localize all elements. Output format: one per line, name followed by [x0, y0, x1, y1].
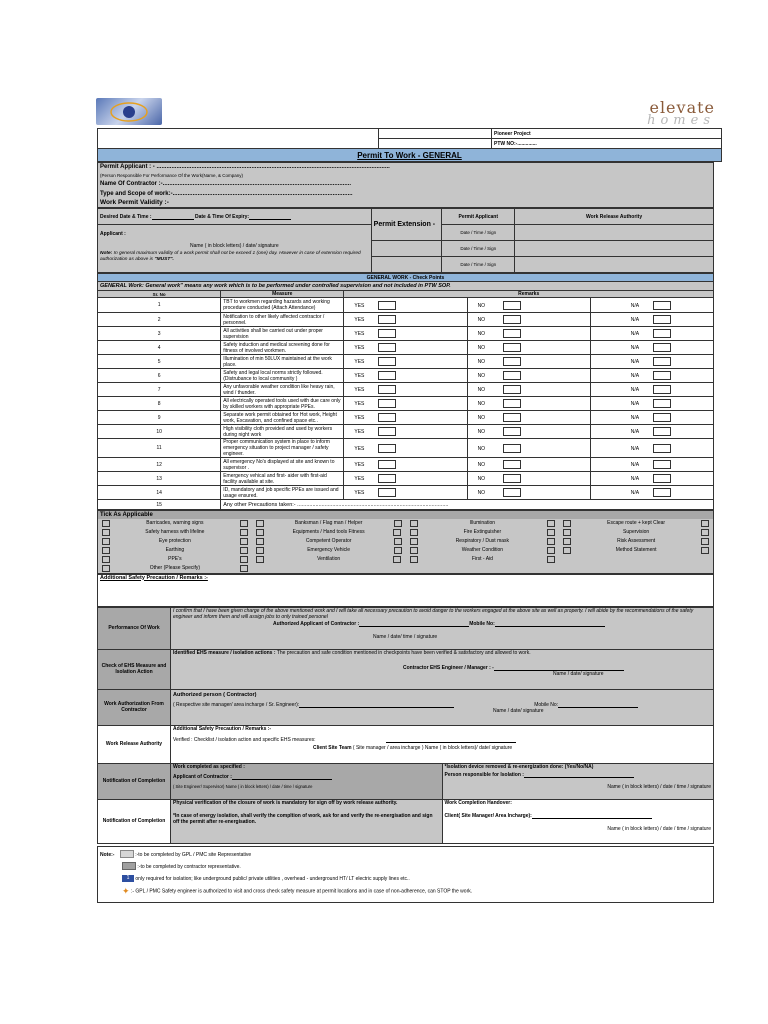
client-site-team: Client Site Team — [313, 744, 352, 751]
no-label: NO — [477, 386, 486, 393]
notes-table — [97, 846, 714, 903]
authorized-applicant-label: Authorized Applicant of Contractor : — [273, 620, 360, 627]
yes-checkbox[interactable] — [378, 329, 396, 338]
header-table — [97, 128, 722, 162]
tick-checkbox[interactable] — [102, 547, 110, 554]
tick-checkbox[interactable] — [240, 538, 248, 545]
na-checkbox[interactable] — [653, 460, 671, 469]
extension-dts-2: Date / Time / Sign — [442, 241, 515, 257]
mobile-label: Mobile No: — [469, 620, 495, 627]
permit-applicant-field[interactable]: Permit Applicant : - ............................................................................................................................................ — [98, 163, 714, 172]
no-checkbox[interactable] — [503, 413, 521, 422]
checkpoint-row — [98, 383, 714, 397]
no-checkbox[interactable] — [503, 315, 521, 324]
checkpoint-row — [98, 439, 714, 458]
tick-item — [98, 564, 252, 573]
star-icon: ✦ — [122, 885, 130, 896]
no-checkbox[interactable] — [503, 371, 521, 380]
col-permit-applicant: Permit Applicant — [442, 209, 515, 225]
na-label: N/A — [630, 428, 640, 435]
tick-checkbox[interactable] — [393, 529, 401, 536]
no-checkbox[interactable] — [503, 357, 521, 366]
tick-checkbox[interactable] — [394, 538, 402, 545]
checkpoint-number: 9 — [98, 411, 221, 425]
additional-remarks-label: Additional Safety Precaution / Remarks :- — [100, 574, 208, 581]
tick-checkbox[interactable] — [547, 538, 555, 545]
checkpoint-row — [98, 411, 714, 425]
no-label: NO — [477, 330, 486, 337]
authorization-mobile: Mobile No: — [534, 701, 559, 708]
yes-checkbox[interactable] — [378, 474, 396, 483]
tick-item — [406, 555, 560, 564]
desired-date-label: Desired Date & Time : — [100, 213, 152, 220]
yes-checkbox[interactable] — [378, 301, 396, 310]
yes-label: YES — [354, 316, 365, 323]
light-grey-swatch — [120, 850, 134, 858]
notes-label: Note:- — [100, 851, 115, 858]
isolation-person: Person responsible for Isolation : — [444, 771, 524, 778]
performance-label: Performance Of Work — [98, 607, 171, 649]
tick-label: Method Statement — [615, 547, 657, 553]
ehs-engineer-label: Contractor EHS Engineer / Manager : - — [403, 664, 494, 671]
project-name: Pioneer Project — [492, 129, 722, 139]
checkpoint-number: 6 — [98, 369, 221, 383]
tick-checkbox[interactable] — [547, 547, 555, 554]
checkpoint-text: All electrically operated tools used with due care only by skilled workers with appropriate PPEs. — [221, 397, 344, 411]
brand-top: elevate — [649, 98, 715, 117]
no-checkbox[interactable] — [503, 385, 521, 394]
no-label: NO — [477, 400, 486, 407]
tick-item — [406, 519, 560, 528]
contractor-name-field[interactable]: Name Of Contractor :-................................................................................................................. — [98, 179, 714, 189]
tick-checkbox[interactable] — [256, 556, 264, 563]
checkpoint-row — [98, 355, 714, 369]
tick-item — [559, 519, 713, 528]
tick-item — [559, 546, 713, 555]
tick-item — [559, 528, 713, 537]
work-scope-field[interactable]: Type and Scope of work:-............................................................................................................ — [98, 189, 714, 199]
tick-checkbox[interactable] — [563, 529, 571, 536]
no-checkbox[interactable] — [503, 301, 521, 310]
checkpoint-text: High visibility cloth provided and used by workers during night work — [221, 425, 344, 439]
isolation-badge: 1 — [122, 875, 134, 882]
yes-checkbox[interactable] — [378, 357, 396, 366]
yes-checkbox[interactable] — [378, 444, 396, 453]
permit-form — [97, 128, 714, 903]
extension-dts-3: Date / Time / Sign — [442, 257, 515, 273]
tick-checkbox[interactable] — [256, 538, 264, 545]
yes-label: YES — [354, 358, 365, 365]
checkpoint-text: TBT to workmen regarding hazards and working procedure conducted (Attach Attendance) — [221, 298, 344, 313]
additional-table — [97, 574, 714, 607]
na-label: N/A — [630, 302, 640, 309]
applicant-contractor: Applicant of Contractor : — [173, 773, 232, 780]
tick-label: Emergency Vehicle — [307, 547, 351, 553]
tick-label: Ventilation — [317, 556, 341, 562]
col-release-authority: Work Release Authority — [515, 209, 714, 225]
checkpoint-text: Emergency vehical and first- aider with first-aid facility available at site. — [221, 472, 344, 486]
na-label: N/A — [630, 330, 640, 337]
tick-label: Safety harness with lifeline — [145, 529, 205, 535]
tick-item — [252, 537, 406, 546]
no-checkbox[interactable] — [503, 329, 521, 338]
na-label: N/A — [630, 344, 640, 351]
permit-extension-label: Permit Extension - — [371, 209, 442, 241]
na-checkbox[interactable] — [653, 357, 671, 366]
tick-item — [559, 555, 713, 564]
yes-label: YES — [354, 445, 365, 452]
other-precautions-field[interactable]: Any other Precautions taken:- ................................................................................................... — [221, 500, 714, 510]
na-label: N/A — [630, 414, 640, 421]
brand-logo — [610, 100, 715, 128]
work-completed: Work completed as specified : — [173, 763, 245, 770]
tick-checkbox[interactable] — [102, 565, 110, 572]
authorized-person: Authorized person ( Contractor) — [173, 691, 257, 698]
yes-checkbox[interactable] — [378, 343, 396, 352]
tick-heading: Tick As Applicable — [98, 511, 714, 519]
signoff-table — [97, 607, 714, 844]
yes-label: YES — [354, 428, 365, 435]
yes-label: YES — [354, 489, 365, 496]
tick-item — [252, 564, 406, 573]
tick-checkbox[interactable] — [547, 520, 555, 527]
completion-sign-2: Name ( in block letters) / date / time / signature — [607, 825, 711, 832]
checkpoint-text: All emergency No's displayed at site and known to supervisor . — [221, 458, 344, 472]
release-additional: Additional Safety Precaution / Remarks :- — [173, 725, 272, 732]
energy-isolation-note: *In case of energy isolation, shall verify the compltion of work, ask for and verify the re-energisation and sign off the permit after re-energisation. — [173, 812, 433, 825]
tick-checkbox[interactable] — [394, 520, 402, 527]
na-label: N/A — [630, 372, 640, 379]
tick-checkbox[interactable] — [701, 538, 709, 545]
yes-label: YES — [354, 386, 365, 393]
isolation-removed: *Isolation device removed & re-energization done: (Yes/No/NA) — [444, 763, 594, 770]
checkpoint-number: 8 — [98, 397, 221, 411]
physical-verification: Physical verification of the closure of work is mandatory for sign off by work release authority. — [173, 799, 398, 806]
tick-item — [98, 555, 252, 564]
no-checkbox[interactable] — [503, 399, 521, 408]
no-label: NO — [477, 344, 486, 351]
na-checkbox[interactable] — [653, 427, 671, 436]
checkpoint-row — [98, 458, 714, 472]
performance-sign: Name / date/ time / signature — [373, 633, 438, 640]
no-label: NO — [477, 461, 486, 468]
authorization-label: Work Authorization From Contractor — [98, 689, 171, 725]
tick-item — [559, 537, 713, 546]
applicant-label: Applicant : — [100, 231, 126, 237]
extension-dts-1: Date / Time / Sign — [442, 225, 515, 241]
na-label: N/A — [630, 489, 640, 496]
checkpoint-row — [98, 486, 714, 500]
note-1: :-to be completed by GPL / PMC site Representative — [135, 851, 252, 858]
yes-label: YES — [354, 400, 365, 407]
checkpoint-number: 3 — [98, 327, 221, 341]
na-checkbox[interactable] — [653, 315, 671, 324]
checkpoint-text: Proper communication system in place to inform emergency situation to project manager / safety engineer. — [221, 439, 344, 458]
na-checkbox[interactable] — [653, 343, 671, 352]
tick-checkbox[interactable] — [102, 556, 110, 563]
tick-checkbox[interactable] — [256, 520, 264, 527]
tick-label: Fire Extinguisher — [463, 529, 502, 535]
na-label: N/A — [630, 400, 640, 407]
validity-table — [97, 208, 714, 273]
checkpoint-number: 1 — [98, 298, 221, 313]
tick-checkbox[interactable] — [547, 529, 555, 536]
checkpoint-number: 7 — [98, 383, 221, 397]
tick-label: Respiratory / Dust mask — [455, 538, 510, 544]
yes-checkbox[interactable] — [378, 413, 396, 422]
must-text: "MUST". — [154, 257, 174, 262]
na-checkbox[interactable] — [653, 444, 671, 453]
no-checkbox[interactable] — [503, 474, 521, 483]
na-checkbox[interactable] — [653, 399, 671, 408]
tick-label: Weather Condition — [461, 547, 504, 553]
tick-label: Banksman / Flag man / Helper — [294, 520, 363, 526]
checkpoint-number: 4 — [98, 341, 221, 355]
yes-label: YES — [354, 344, 365, 351]
checkpoint-text: Safety induction and medical screening done for fitness of involved workmen. — [221, 341, 344, 355]
performance-text: I confirm that I have been given charge of the above mentioned work and I will take all necessary precaution to avoid danger to the workers engaged at the above site as well as property. I will abide by the recommendations of the safety engineer and inform them and will assign jobs to only trained personel — [173, 607, 694, 620]
tick-checkbox[interactable] — [410, 520, 418, 527]
tick-item — [252, 528, 406, 537]
general-work-band: GENERAL WORK - Check Points — [98, 274, 714, 282]
completion-label-1: Notification of Completion — [98, 763, 171, 799]
checkpoints-table — [97, 273, 714, 510]
globe-icon — [96, 98, 162, 125]
na-label: N/A — [630, 386, 640, 393]
tick-checkbox[interactable] — [240, 520, 248, 527]
checkpoint-text: Any unfavorable weather condition like heavy rain, wind / thunder. — [221, 383, 344, 397]
tick-table — [97, 510, 714, 574]
tick-item — [98, 519, 252, 528]
yes-label: YES — [354, 475, 365, 482]
no-label: NO — [477, 475, 486, 482]
tick-label: Competent Operator — [305, 538, 352, 544]
tick-checkbox[interactable] — [102, 538, 110, 545]
na-checkbox[interactable] — [653, 488, 671, 497]
checkpoint-number: 12 — [98, 458, 221, 472]
tick-item — [406, 537, 560, 546]
completion-label-2: Notification of Completion — [98, 799, 171, 843]
tick-label: Eye protection — [158, 538, 191, 544]
yes-checkbox[interactable] — [378, 488, 396, 497]
no-checkbox[interactable] — [503, 488, 521, 497]
tick-checkbox[interactable] — [410, 547, 418, 554]
tick-item — [406, 564, 560, 573]
yes-label: YES — [354, 461, 365, 468]
na-checkbox[interactable] — [653, 329, 671, 338]
no-checkbox[interactable] — [503, 444, 521, 453]
ehs-sign: Name / date/ signature — [553, 670, 604, 677]
na-checkbox[interactable] — [653, 385, 671, 394]
completion-hint: ( Site Engineer/ Supervisor) Name ( in block letters) / date / time / signature — [173, 783, 313, 789]
tick-checkbox[interactable] — [240, 556, 248, 563]
tick-checkbox[interactable] — [394, 547, 402, 554]
no-label: NO — [477, 372, 486, 379]
applicant-note: (Person Responsible For Performance Of the Work(Name, & Company) — [98, 172, 714, 179]
checkpoint-row — [98, 425, 714, 439]
note-label: Note: — [100, 251, 113, 256]
tick-item — [98, 546, 252, 555]
yes-checkbox[interactable] — [378, 315, 396, 324]
authorization-detail: ( Respective site manager/ area incharge / Sr. Engineer): — [173, 701, 300, 708]
no-label: NO — [477, 445, 486, 452]
general-work-description: GENERAL Work: General work" means any work which is to be performed under controlled supervision and not included in PTW SOP. — [98, 282, 714, 291]
checkpoint-number: 14 — [98, 486, 221, 500]
tick-label: Equipments / Hand tools Fitness — [292, 529, 365, 535]
tick-checkbox[interactable] — [240, 565, 248, 572]
na-checkbox[interactable] — [653, 413, 671, 422]
note-text: In general maximum validity of a work permit shall not be exceed 1 (one) day. However in case of extension required authorization as above is — [100, 251, 361, 262]
yes-checkbox[interactable] — [378, 399, 396, 408]
tick-item — [406, 546, 560, 555]
tick-item — [252, 519, 406, 528]
no-checkbox[interactable] — [503, 427, 521, 436]
completion-sign-1: Name ( in block letters) / date / time / signature — [607, 783, 711, 790]
tick-checkbox[interactable] — [547, 556, 555, 563]
tick-checkbox[interactable] — [701, 520, 709, 527]
authorization-sign: Name / date/ signature — [493, 707, 544, 714]
tick-checkbox[interactable] — [563, 520, 571, 527]
tick-checkbox[interactable] — [410, 529, 418, 536]
checkpoint-row — [98, 472, 714, 486]
col-measure: Measure — [221, 291, 344, 298]
checkpoint-text: Safety and legal local norms strictly followed.(Distrubance to local community ) — [221, 369, 344, 383]
identified-label: Identified EHS measure / isolation actions : — [173, 649, 276, 656]
release-label: Work Release Authority — [98, 725, 171, 763]
tick-item — [98, 537, 252, 546]
brand-bottom: homes — [647, 113, 715, 128]
no-label: NO — [477, 489, 486, 496]
checkpoint-row — [98, 397, 714, 411]
yes-checkbox[interactable] — [378, 460, 396, 469]
na-label: N/A — [630, 316, 640, 323]
tick-checkbox[interactable] — [240, 547, 248, 554]
checkpoint-number: 2 — [98, 313, 221, 327]
checkpoint-text: Illumination of min 50LUX maintained at the work place. — [221, 355, 344, 369]
tick-checkbox[interactable] — [701, 547, 709, 554]
na-checkbox[interactable] — [653, 371, 671, 380]
checkpoint-text: Separate work permit obtained for Hot work, Height work, Excavation, and confined space etc.. — [221, 411, 344, 425]
name-hint: Name ( in block letters) / date/ signature — [190, 243, 279, 249]
no-checkbox[interactable] — [503, 460, 521, 469]
col-sr-no: Sr. No — [98, 291, 221, 298]
tick-item — [406, 528, 560, 537]
checkpoint-row — [98, 298, 714, 313]
yes-checkbox[interactable] — [378, 385, 396, 394]
tick-checkbox[interactable] — [256, 547, 264, 554]
completion-handover: Work Completion Handover: — [444, 799, 512, 806]
tick-item — [98, 528, 252, 537]
checkpoint-number: 13 — [98, 472, 221, 486]
checkpoint-number: 5 — [98, 355, 221, 369]
yes-label: YES — [354, 414, 365, 421]
na-checkbox[interactable] — [653, 301, 671, 310]
release-verified: Verified : Checklist / isolation action and specific EHS measures: — [173, 736, 316, 743]
tick-grid — [98, 519, 713, 573]
tick-label: PPE's — [168, 556, 182, 562]
tick-checkbox[interactable] — [563, 538, 571, 545]
tick-checkbox[interactable] — [410, 556, 418, 563]
checkpoint-text: Notification to other likely affected contractor / personnel. — [221, 313, 344, 327]
tick-item — [252, 555, 406, 564]
expiry-date-label: Date & Time Of Expiry: — [194, 213, 250, 220]
note-2: :-to be completed by contractor representative. — [137, 863, 241, 870]
checkpoint-row — [98, 369, 714, 383]
na-checkbox[interactable] — [653, 474, 671, 483]
tick-checkbox[interactable] — [240, 529, 248, 536]
checkpoint-row — [98, 313, 714, 327]
ehs-text: The precaution and safe condition mentioned in checkpoints have been verified & satisfactory and allowed to work. — [276, 649, 531, 656]
permit-info — [97, 162, 714, 208]
checkpoint-row — [98, 341, 714, 355]
tick-checkbox[interactable] — [102, 520, 110, 527]
tick-label: Illumination — [469, 520, 496, 526]
checkpoint-text: ID, mandatory and job specific PPEs are issued and usage ensured. — [221, 486, 344, 500]
note-4: :- GPL / PMC Safety engineer is authorized to visit and cross check safety measure at permit locations and in case of non-adherence, can STOP the work. — [130, 887, 473, 894]
tick-checkbox[interactable] — [410, 538, 418, 545]
tick-label: Escape route + kept Clear — [607, 520, 666, 526]
yes-label: YES — [354, 330, 365, 337]
tick-label: Barricades, warning signs — [146, 520, 204, 526]
na-label: N/A — [630, 461, 640, 468]
checkpoint-row — [98, 327, 714, 341]
tick-label: Earthing — [165, 547, 185, 553]
form-title: Permit To Work - GENERAL — [357, 150, 462, 160]
no-label: NO — [477, 302, 486, 309]
tick-item — [252, 546, 406, 555]
na-label: N/A — [630, 445, 640, 452]
no-label: NO — [477, 428, 486, 435]
client-detail: ( Site manager / area incharge ) Name ( in block letters)/ date/ signature — [352, 744, 513, 751]
no-label: NO — [477, 316, 486, 323]
na-label: N/A — [630, 358, 640, 365]
tick-label: Other (Please Specify) — [149, 565, 201, 571]
tick-checkbox[interactable] — [701, 529, 709, 536]
na-label: N/A — [630, 475, 640, 482]
checkpoint-number: 11 — [98, 439, 221, 458]
tick-checkbox[interactable] — [563, 547, 571, 554]
no-checkbox[interactable] — [503, 343, 521, 352]
tick-checkbox[interactable] — [393, 556, 401, 563]
checkpoint-text: All activities shall be carried out under proper supervision — [221, 327, 344, 341]
ptw-number: PTW NO:-.............. — [492, 139, 722, 149]
tick-label: Risk Assessment — [617, 538, 656, 544]
no-label: NO — [477, 358, 486, 365]
validity-heading: Work Permit Validity :- — [98, 199, 714, 208]
checkpoint-number: 10 — [98, 425, 221, 439]
client-site-manager: Client( Site Manager/ Area Incharge): — [444, 812, 532, 819]
tick-label: First - Aid — [471, 556, 493, 562]
tick-checkbox[interactable] — [102, 529, 110, 536]
col-remarks: Remarks — [344, 291, 714, 298]
tick-checkbox[interactable] — [256, 529, 264, 536]
note-3: only required for isolation; like underground public/ private utilities , overhead - underground HT/ LT electric supply lines etc.. — [135, 875, 410, 882]
yes-checkbox[interactable] — [378, 427, 396, 436]
ehs-label: Check of EHS Measure and Isolation Action — [98, 649, 171, 689]
dark-grey-swatch — [122, 862, 136, 870]
no-label: NO — [477, 414, 486, 421]
yes-label: YES — [354, 372, 365, 379]
company-logo — [96, 98, 162, 125]
yes-checkbox[interactable] — [378, 371, 396, 380]
tick-item — [559, 564, 713, 573]
tick-label: Supervision — [623, 529, 650, 535]
yes-label: YES — [354, 302, 365, 309]
row-15-number: 15 — [98, 500, 221, 510]
